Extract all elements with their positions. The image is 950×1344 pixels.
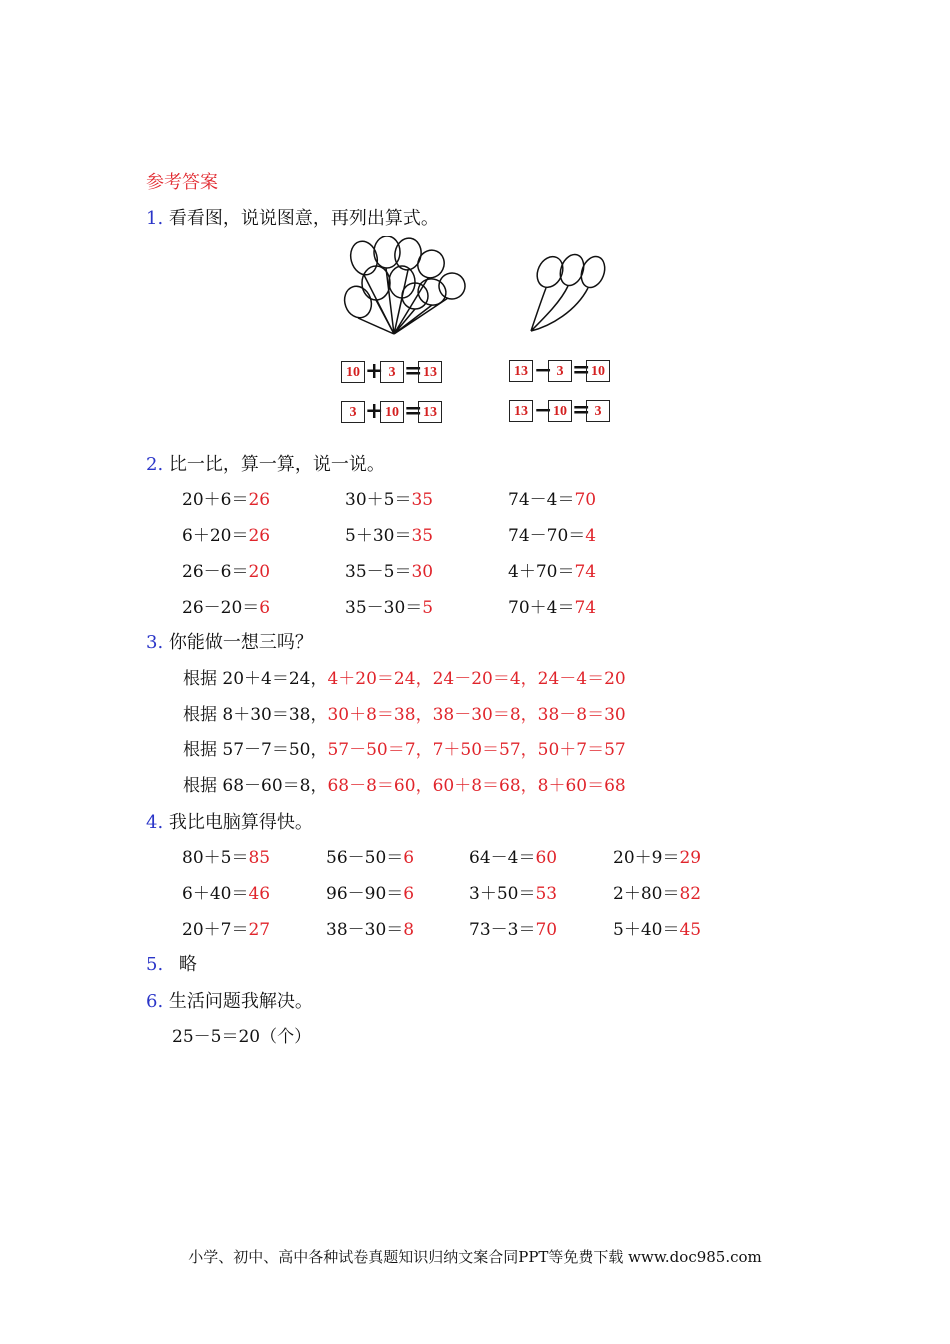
expression: 5＋40＝ xyxy=(613,920,680,940)
question-2 xyxy=(146,450,385,476)
q2-item xyxy=(508,485,596,510)
given-equation: 根据 57－7＝50， xyxy=(183,740,328,760)
q4-item xyxy=(613,915,701,940)
expression: 20＋6＝ xyxy=(182,490,249,510)
expression: 26－20＝ xyxy=(182,598,260,618)
given-equation: 根据 20＋4＝24， xyxy=(183,669,328,689)
question-text: 略 xyxy=(178,954,197,975)
question-6 xyxy=(146,987,313,1013)
q2-item xyxy=(182,485,270,510)
answer: 4＋20＝24，24－20＝4，24－4＝20 xyxy=(327,669,626,689)
box-subtrahend: 3 xyxy=(548,360,572,382)
equals-sign: = xyxy=(572,357,591,383)
question-text: 比一比，算一算，说一说。 xyxy=(168,454,385,475)
answer: 6 xyxy=(403,848,415,868)
answer: 30＋8＝38，38－30＝8，38－8＝30 xyxy=(327,705,626,725)
question-number: 5. xyxy=(146,954,164,975)
answer: 46 xyxy=(248,884,271,904)
q3-line xyxy=(183,735,626,760)
given-equation: 根据 8＋30＝38， xyxy=(183,705,328,725)
expression: 80＋5＝ xyxy=(182,848,249,868)
q3-line xyxy=(183,771,626,796)
q4-item xyxy=(613,879,701,904)
expression: 6＋20＝ xyxy=(182,526,249,546)
box-addend: 10 xyxy=(380,401,404,423)
answer: 5 xyxy=(422,598,434,618)
equals-sign: = xyxy=(572,397,591,423)
expression: 4＋70＝ xyxy=(508,562,575,582)
q3-line xyxy=(183,664,626,689)
question-number: 2. xyxy=(146,454,164,475)
expression: 3＋50＝ xyxy=(469,884,536,904)
q3-line xyxy=(183,700,626,725)
answer: 82 xyxy=(679,884,702,904)
q4-row xyxy=(0,915,950,941)
expression: 96－90＝ xyxy=(326,884,404,904)
answer: 26 xyxy=(248,490,271,510)
question-1 xyxy=(146,204,439,230)
question-6-answer: 25－5＝20（个） xyxy=(172,1027,312,1047)
box-sum: 13 xyxy=(418,361,442,383)
question-number: 1. xyxy=(146,208,164,229)
q2-row xyxy=(0,485,950,511)
question-text: 你能做一想三吗？ xyxy=(168,632,313,653)
question-text: 看看图，说说图意，再列出算式。 xyxy=(168,208,439,229)
q4-row xyxy=(0,843,950,869)
expression: 38－30＝ xyxy=(326,920,404,940)
q4-row xyxy=(0,879,950,905)
q2-item xyxy=(508,557,596,582)
expression: 74－70＝ xyxy=(508,526,586,546)
answer: 30 xyxy=(411,562,434,582)
expression: 35－30＝ xyxy=(345,598,423,618)
expression: 6＋40＝ xyxy=(182,884,249,904)
box-difference: 3 xyxy=(586,400,610,422)
box-addend: 3 xyxy=(341,401,365,423)
q4-item xyxy=(182,879,270,904)
minus-sign: − xyxy=(534,397,553,423)
answer: 85 xyxy=(248,848,271,868)
expression: 20＋9＝ xyxy=(613,848,680,868)
expression: 74－4＝ xyxy=(508,490,575,510)
q2-item xyxy=(182,557,270,582)
q2-item xyxy=(508,593,596,618)
answer: 6 xyxy=(259,598,271,618)
q4-item xyxy=(469,879,557,904)
expression: 35－5＝ xyxy=(345,562,412,582)
box-subtrahend: 10 xyxy=(548,400,572,422)
q2-item xyxy=(182,593,270,618)
balloon-illustration xyxy=(336,236,626,346)
answer: 57－50＝7，7＋50＝57，50＋7＝57 xyxy=(327,740,626,760)
page-title: 参考答案 xyxy=(146,172,218,193)
question-number: 4. xyxy=(146,812,164,833)
answer: 53 xyxy=(535,884,558,904)
box-minuend: 13 xyxy=(509,360,533,382)
question-text: 生活问题我解决。 xyxy=(168,991,313,1012)
q2-row xyxy=(0,593,950,619)
answer: 26 xyxy=(248,526,271,546)
expression: 5＋30＝ xyxy=(345,526,412,546)
q4-item xyxy=(182,915,270,940)
q2-row xyxy=(0,521,950,547)
q2-item xyxy=(345,521,433,546)
plus-sign: + xyxy=(365,358,384,384)
q4-item xyxy=(326,843,414,868)
question-5 xyxy=(146,950,197,976)
answer: 27 xyxy=(248,920,271,940)
answer: 45 xyxy=(679,920,702,940)
box-difference: 10 xyxy=(586,360,610,382)
answer: 35 xyxy=(411,490,434,510)
equals-sign: = xyxy=(404,398,423,424)
q2-item xyxy=(182,521,270,546)
q2-item xyxy=(345,557,433,582)
answer: 68－8＝60，60＋8＝68，8＋60＝68 xyxy=(327,776,626,796)
answer: 74 xyxy=(574,562,597,582)
q4-item xyxy=(182,843,270,868)
answer: 6 xyxy=(403,884,415,904)
box-addend: 3 xyxy=(380,361,404,383)
minus-sign: − xyxy=(534,357,553,383)
equals-sign: = xyxy=(404,358,423,384)
expression: 26－6＝ xyxy=(182,562,249,582)
expression: 2＋80＝ xyxy=(613,884,680,904)
q2-item xyxy=(345,485,433,510)
q4-item xyxy=(469,843,557,868)
question-text: 我比电脑算得快。 xyxy=(168,812,313,833)
expression: 20＋7＝ xyxy=(182,920,249,940)
q4-item xyxy=(613,843,701,868)
question-4 xyxy=(146,808,313,834)
question-number: 6. xyxy=(146,991,164,1012)
answer: 60 xyxy=(535,848,558,868)
q2-item xyxy=(345,593,433,618)
page-footer: 小学、初中、高中各种试卷真题知识归纳文案合同PPT等免费下载 www.doc985.com xyxy=(188,1248,762,1266)
q4-item xyxy=(469,915,557,940)
box-sum: 13 xyxy=(418,401,442,423)
box-minuend: 13 xyxy=(509,400,533,422)
answer: 70 xyxy=(535,920,558,940)
given-equation: 根据 68－60＝8， xyxy=(183,776,328,796)
expression: 30＋5＝ xyxy=(345,490,412,510)
balloons-bunch-left xyxy=(340,236,469,334)
answer: 29 xyxy=(679,848,702,868)
question-number: 3. xyxy=(146,632,164,653)
expression: 64－4＝ xyxy=(469,848,536,868)
q2-row xyxy=(0,557,950,583)
answer: 20 xyxy=(248,562,271,582)
box-addend: 10 xyxy=(341,361,365,383)
q4-item xyxy=(326,879,414,904)
q4-item xyxy=(326,915,414,940)
answer: 4 xyxy=(585,526,597,546)
expression: 70＋4＝ xyxy=(508,598,575,618)
answer: 8 xyxy=(403,920,415,940)
expression: 56－50＝ xyxy=(326,848,404,868)
answer: 70 xyxy=(574,490,597,510)
balloons-right xyxy=(531,251,609,331)
question-3 xyxy=(146,628,313,654)
answer: 35 xyxy=(411,526,434,546)
expression: 73－3＝ xyxy=(469,920,536,940)
q2-item xyxy=(508,521,596,546)
plus-sign: + xyxy=(365,398,384,424)
answer: 74 xyxy=(574,598,597,618)
